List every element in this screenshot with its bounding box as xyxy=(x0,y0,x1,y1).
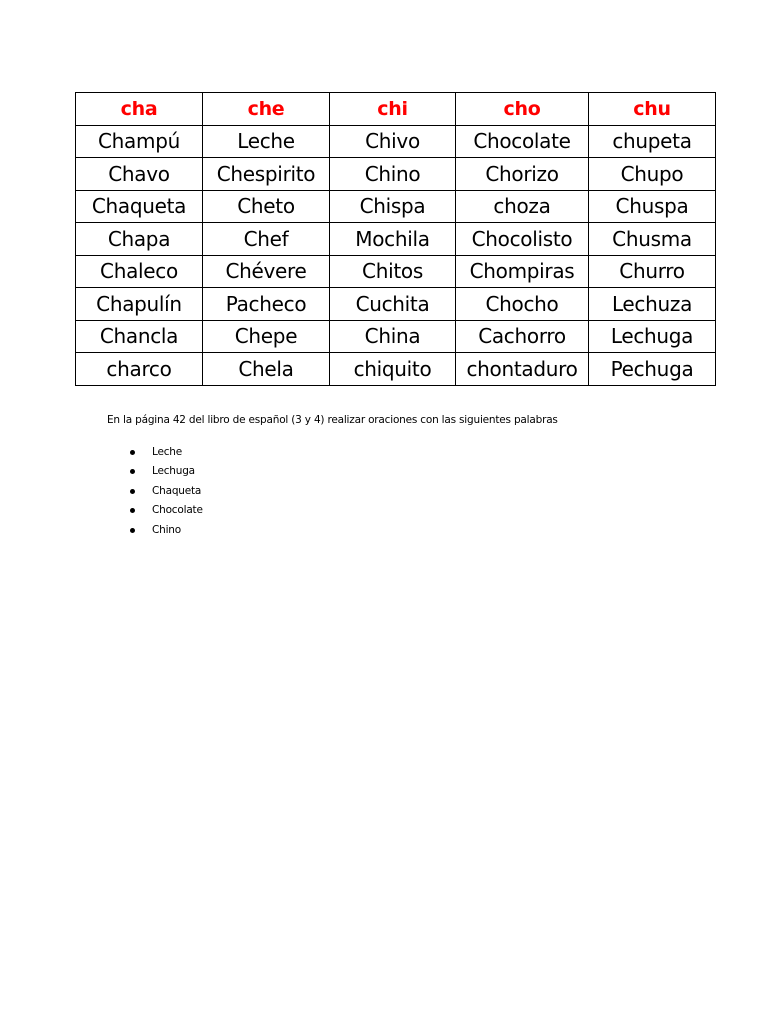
table-cell: Chino xyxy=(330,158,456,191)
header-chi: chi xyxy=(330,93,456,126)
table-cell: Chusma xyxy=(589,223,716,256)
bullet-icon xyxy=(130,469,135,474)
table-cell: Pechuga xyxy=(589,353,716,386)
table-row xyxy=(76,190,716,223)
table-cell: Lechuga xyxy=(589,320,716,353)
table-cell: Chapa xyxy=(76,223,203,256)
table-cell: Chitos xyxy=(330,255,456,288)
table-cell: Chocho xyxy=(456,288,589,321)
table-cell: Mochila xyxy=(330,223,456,256)
syllable-table xyxy=(75,92,716,386)
bullet-icon xyxy=(130,450,135,455)
table-cell: Chaqueta xyxy=(76,190,203,223)
list-item xyxy=(130,501,203,520)
table-cell: Lechuza xyxy=(589,288,716,321)
table-cell: Chocolate xyxy=(456,125,589,158)
table-cell: Chocolisto xyxy=(456,223,589,256)
table-header-row xyxy=(76,93,716,126)
table-row xyxy=(76,320,716,353)
table-cell: Chespirito xyxy=(203,158,330,191)
header-che: che xyxy=(203,93,330,126)
table-cell: Leche xyxy=(203,125,330,158)
table-cell: Champú xyxy=(76,125,203,158)
table-cell: Chorizo xyxy=(456,158,589,191)
table-cell: Chaleco xyxy=(76,255,203,288)
table-row xyxy=(76,158,716,191)
header-chu: chu xyxy=(589,93,716,126)
list-item-label: Chino xyxy=(152,523,181,536)
list-item-label: Chocolate xyxy=(152,504,203,517)
table-row xyxy=(76,353,716,386)
table-row xyxy=(76,223,716,256)
table-cell: Cuchita xyxy=(330,288,456,321)
bullet-icon xyxy=(130,528,135,533)
list-item xyxy=(130,462,203,481)
table-row xyxy=(76,288,716,321)
table-cell: China xyxy=(330,320,456,353)
table-cell: Pacheco xyxy=(203,288,330,321)
table-cell: Chef xyxy=(203,223,330,256)
table-cell: Chela xyxy=(203,353,330,386)
table-cell: Chispa xyxy=(330,190,456,223)
table-cell: chupeta xyxy=(589,125,716,158)
list-item-label: Chaqueta xyxy=(152,484,202,497)
table-row xyxy=(76,125,716,158)
table-cell: Churro xyxy=(589,255,716,288)
table-cell: charco xyxy=(76,353,203,386)
table-cell: Cheto xyxy=(203,190,330,223)
table-cell: Chévere xyxy=(203,255,330,288)
table-cell: Chapulín xyxy=(76,288,203,321)
table-cell: Cachorro xyxy=(456,320,589,353)
table-cell: Chompiras xyxy=(456,255,589,288)
header-cha: cha xyxy=(76,93,203,126)
table-cell: chontaduro xyxy=(456,353,589,386)
instruction-text: En la página 42 del libro de español (3 y 4) realizar oraciones con las siguientes palabras xyxy=(107,414,558,426)
table-cell: Chancla xyxy=(76,320,203,353)
table-cell: Chuspa xyxy=(589,190,716,223)
list-item xyxy=(130,443,203,462)
list-item-label: Lechuga xyxy=(152,465,195,478)
bullet-icon xyxy=(130,508,135,513)
word-list xyxy=(130,443,203,540)
table-cell: chiquito xyxy=(330,353,456,386)
table-cell: Chivo xyxy=(330,125,456,158)
bullet-icon xyxy=(130,489,135,494)
list-item xyxy=(130,521,203,540)
table-cell: choza xyxy=(456,190,589,223)
table-cell: Chavo xyxy=(76,158,203,191)
list-item xyxy=(130,482,203,501)
table-cell: Chepe xyxy=(203,320,330,353)
list-item-label: Leche xyxy=(152,446,183,458)
table-row xyxy=(76,255,716,288)
table-cell: Chupo xyxy=(589,158,716,191)
header-cho: cho xyxy=(456,93,589,126)
